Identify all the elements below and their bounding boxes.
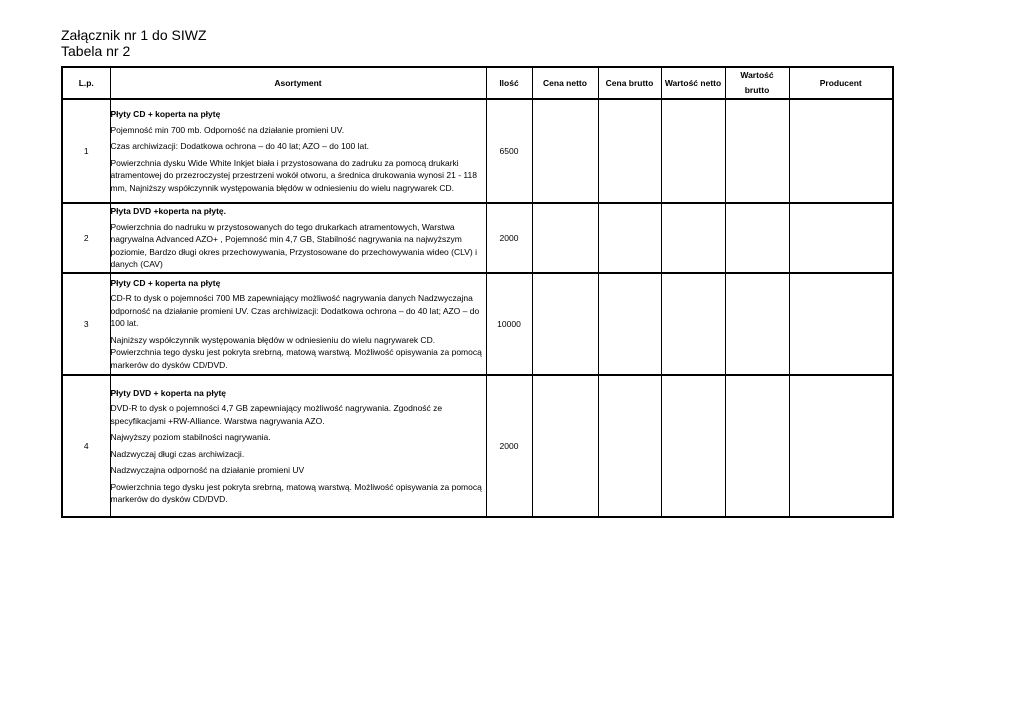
gross-value-cell xyxy=(725,375,789,517)
item-paragraph: DVD-R to dysk o pojemności 4,7 GB zapewniający możliwość nagrywania. Zgodność ze specyfikacjami +RW-Alliance. Warstwa nagrywania AZO. xyxy=(110,403,443,426)
column-header-wartosc-brutto: Wartość brutto xyxy=(725,67,789,99)
row-number: 2 xyxy=(62,203,110,273)
column-header-producent: Producent xyxy=(789,67,893,99)
gross-price-cell xyxy=(598,203,661,273)
producer-cell xyxy=(789,203,893,273)
table-row xyxy=(62,273,893,375)
quantity-cell: 2000 xyxy=(486,375,532,517)
item-description xyxy=(110,203,486,273)
producer-cell xyxy=(789,99,893,203)
item-title: Płyty CD + koperta na płytę xyxy=(110,109,221,119)
column-header-wartosc-netto: Wartość netto xyxy=(661,67,725,99)
quantity-cell: 6500 xyxy=(486,99,532,203)
specification-table xyxy=(61,66,894,518)
column-header-ilosc: Ilość xyxy=(486,67,532,99)
gross-price-cell xyxy=(598,273,661,375)
net-price-cell xyxy=(532,99,598,203)
item-title: Płyty DVD + koperta na płytę xyxy=(110,387,226,398)
column-header-asortyment: Asortyment xyxy=(110,67,486,99)
net-value-cell xyxy=(661,273,725,375)
item-paragraph: CD-R to dysk o pojemności 700 MB zapewniający możliwość nagrywania danych Nadzwyczajna odporność na działanie promieni UV. Czas archiwizacji: Dodatkowa ochrona – do 40 lat; AZO – do 100 lat. xyxy=(110,293,480,329)
item-title: Płyty CD + koperta na płytę xyxy=(110,277,221,288)
quantity-cell: 10000 xyxy=(486,273,532,375)
item-paragraph: Nadzwyczajna odporność na działanie promieni UV xyxy=(110,465,305,475)
row-number: 4 xyxy=(62,375,110,517)
item-paragraph: Powierzchnia tego dysku jest pokryta srebrną, matową warstwą. Możliwość opisywania za pomocą markerów do dysków CD/DVD. xyxy=(110,481,482,504)
item-paragraph: Najwyższy poziom stabilności nagrywania. xyxy=(110,432,271,442)
table-header-row xyxy=(62,67,893,99)
column-header-cena-brutto: Cena brutto xyxy=(598,67,661,99)
item-paragraph: Powierzchnia do nadruku w przystosowanych do tego drukarkach atramentowych, Warstwa nagrywalna Advanced AZO+ , Pojemność min 4,7 GB, Stabilność nagrywania na najwyższym poziomie, Bardzo długi okres przechowywania, Przystosowane do przechowywania wideo (CLV) i danych (CAV) xyxy=(110,221,477,270)
item-paragraph: Pojemność min 700 mb. Odporność na działanie promieni UV. xyxy=(110,124,345,135)
row-number: 1 xyxy=(62,99,110,203)
gross-value-cell xyxy=(725,99,789,203)
table-title: Tabela nr 2 xyxy=(61,43,131,59)
net-price-cell xyxy=(532,273,598,375)
table-row xyxy=(62,99,893,203)
item-description xyxy=(110,375,486,517)
table-row xyxy=(62,203,893,273)
net-price-cell xyxy=(532,203,598,273)
net-value-cell xyxy=(661,375,725,517)
column-header-cena-netto: Cena netto xyxy=(532,67,598,99)
producer-cell xyxy=(789,375,893,517)
item-title: Płyta DVD +koperta na płytę. xyxy=(110,206,226,217)
item-paragraph: Najniższy współczynnik występowania błędów w odniesieniu do wielu nagrywarek CD. Powierzchnia tego dysku jest pokryta srebrną, matową warstwą. Możliwość opisywania za pomocą markerów do dysków CD/DVD. xyxy=(110,334,482,370)
gross-value-cell xyxy=(725,203,789,273)
producer-cell xyxy=(789,273,893,375)
row-number: 3 xyxy=(62,273,110,375)
item-description xyxy=(110,273,486,375)
item-paragraph: Nadzwyczaj długi czas archiwizacji. xyxy=(110,448,245,459)
item-description xyxy=(110,99,486,203)
net-value-cell xyxy=(661,99,725,203)
gross-price-cell xyxy=(598,375,661,517)
gross-value-cell xyxy=(725,273,789,375)
item-paragraph: Czas archiwizacji: Dodatkowa ochrona – do 40 lat; AZO – do 100 lat. xyxy=(110,141,369,151)
table-row xyxy=(62,375,893,517)
net-value-cell xyxy=(661,203,725,273)
document-heading xyxy=(61,27,207,59)
net-price-cell xyxy=(532,375,598,517)
gross-price-cell xyxy=(598,99,661,203)
quantity-cell: 2000 xyxy=(486,203,532,273)
item-paragraph: Powierzchnia dysku Wide White Inkjet biała i przystosowana do zadruku za pomocą drukarki atramentowej do przezroczystej przestrzeni wokół otworu, a średnica drukowania wynosi 21 - 118 mm, Najniższy współczynnik występowania błędów w odniesieniu do wielu nagrywarek CD. xyxy=(110,157,477,193)
column-header-lp: L.p. xyxy=(62,67,110,99)
attachment-title: Załącznik nr 1 do SIWZ xyxy=(61,27,207,43)
